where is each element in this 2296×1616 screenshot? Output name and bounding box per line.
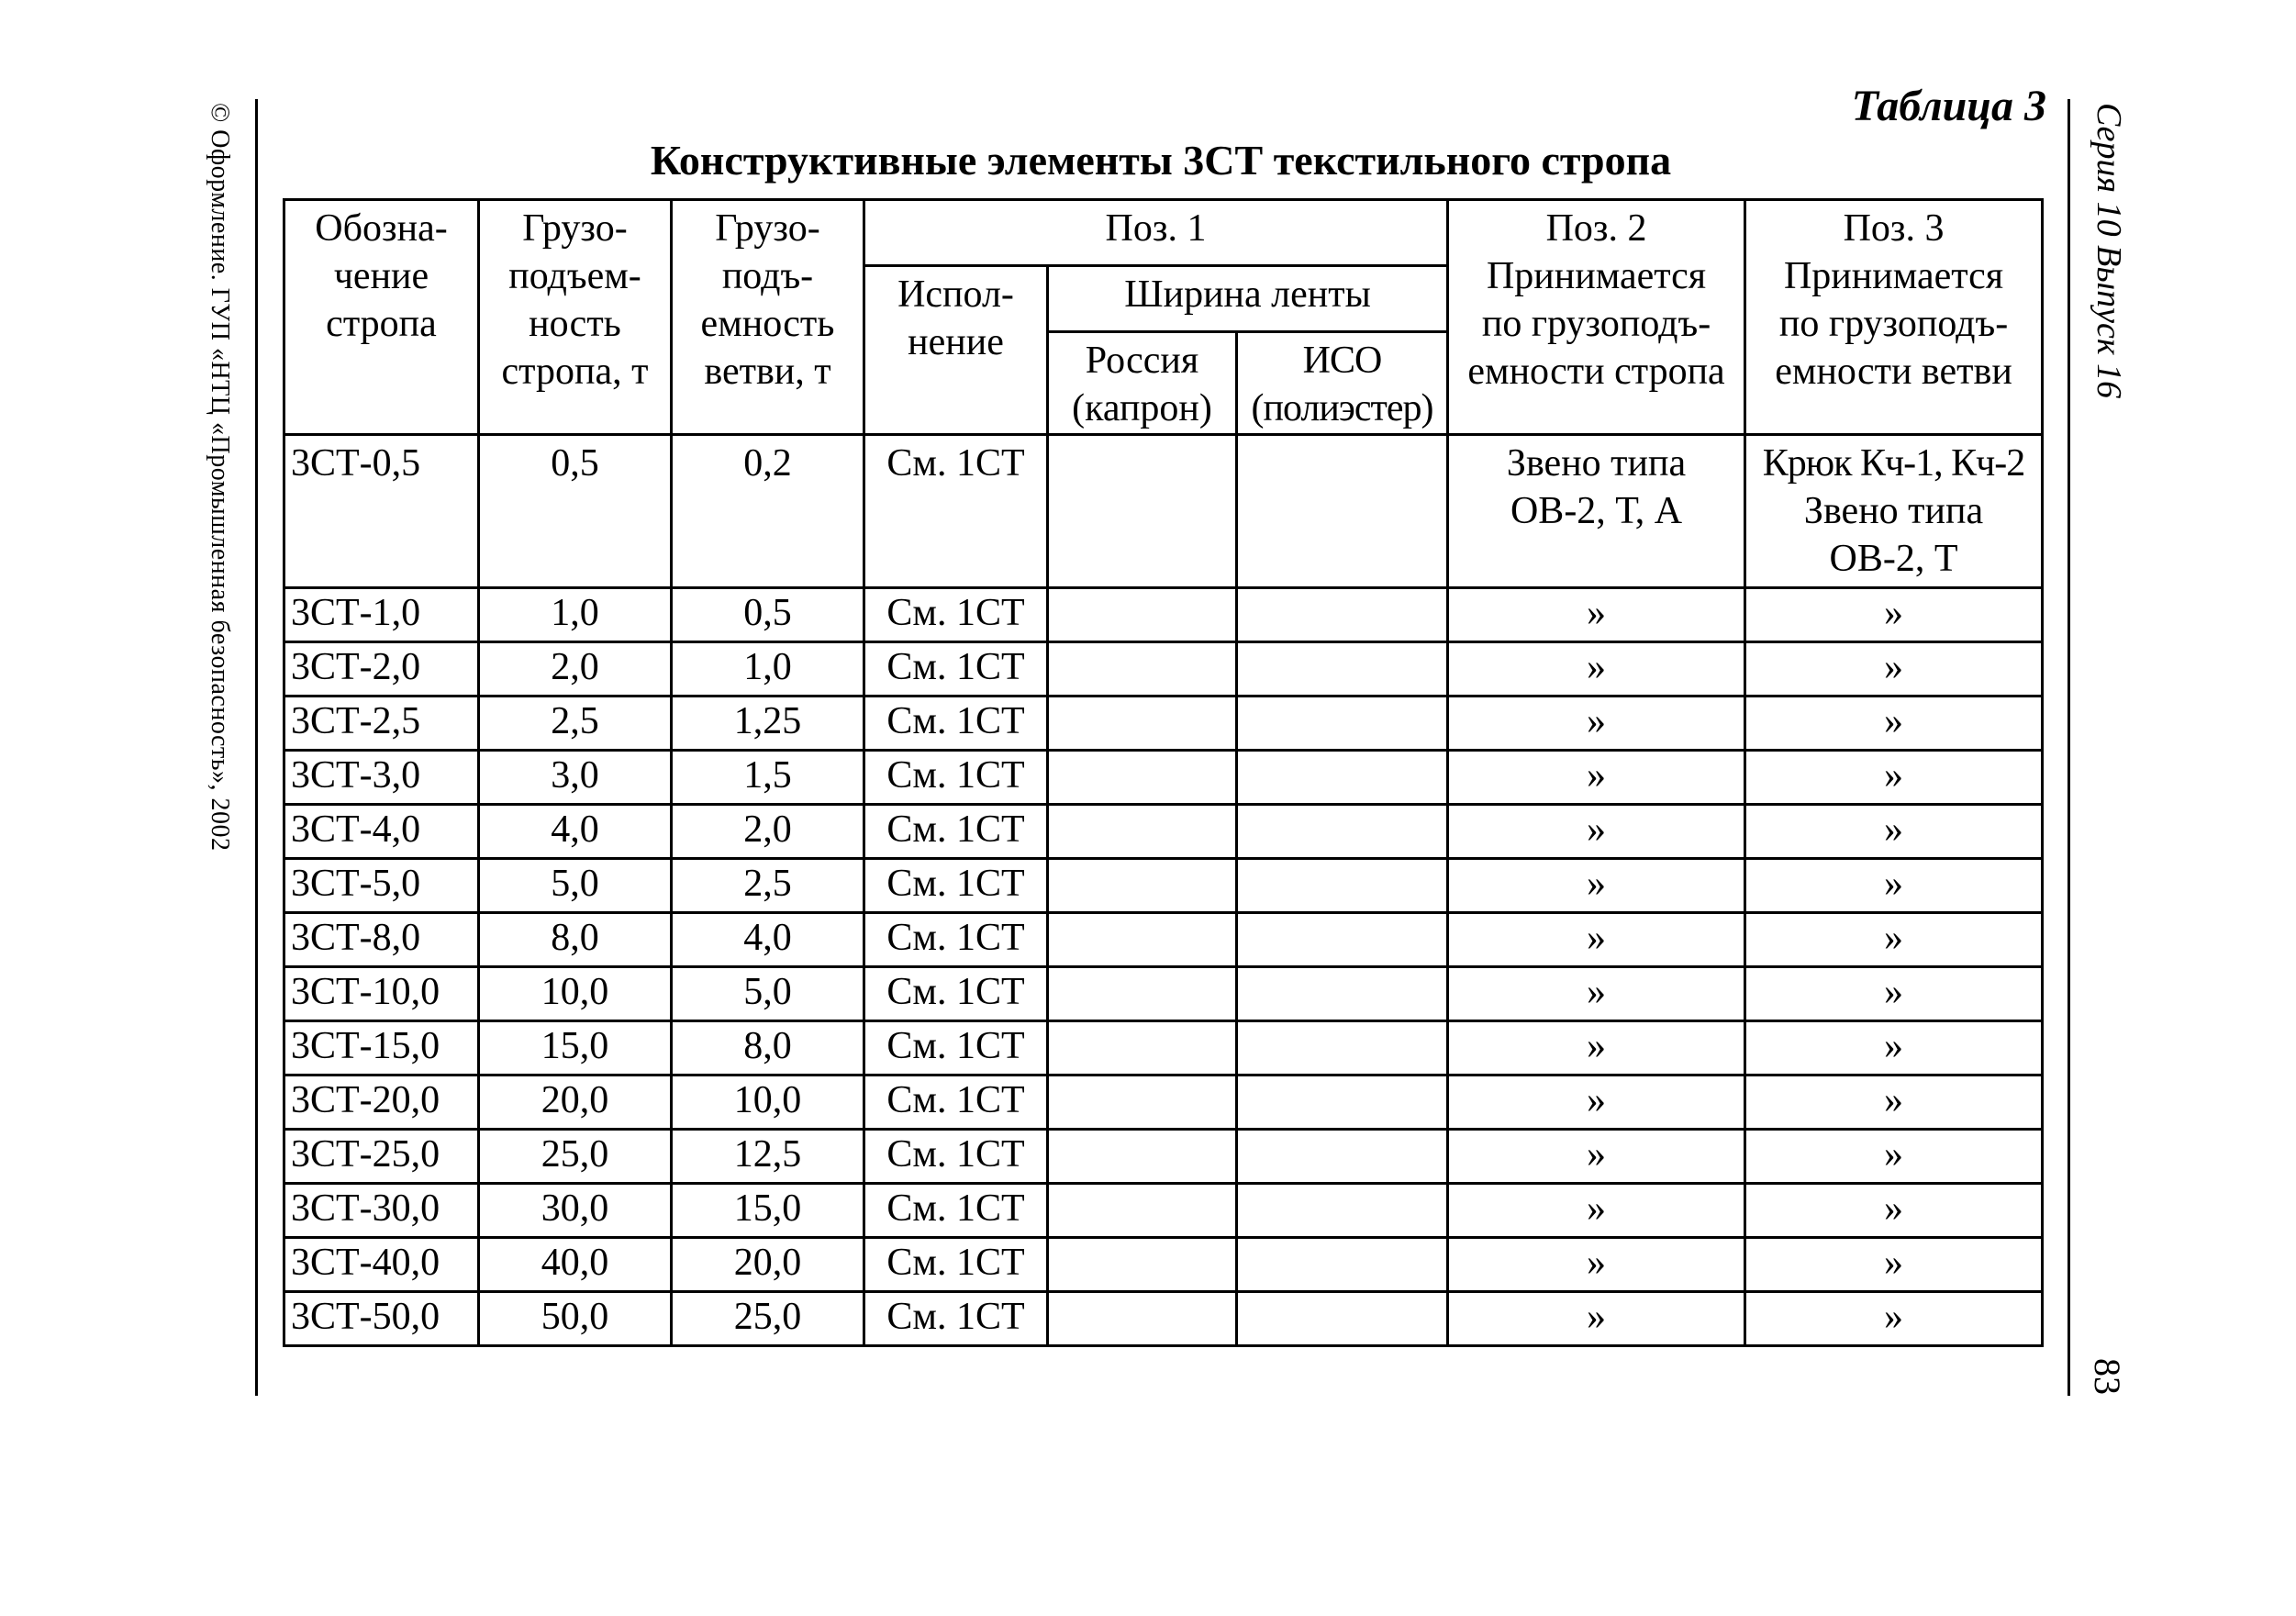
cell-pos2: »: [1448, 805, 1745, 859]
cell-russia: [1048, 642, 1237, 697]
cell-pos2: Звено типа ОВ-2, Т, А: [1448, 435, 1745, 588]
cell-execution: См. 1СТ: [864, 697, 1048, 751]
table-row: [284, 697, 2043, 751]
cell-designation: 3СТ-40,0: [284, 1238, 479, 1292]
table-row: [284, 1292, 2043, 1346]
cell-capacity-branch: 0,5: [672, 588, 864, 642]
cell-russia: [1048, 1075, 1237, 1130]
cell-pos2: »: [1448, 1292, 1745, 1346]
cell-execution: См. 1СТ: [864, 1075, 1048, 1130]
cell-capacity-branch: 10,0: [672, 1075, 864, 1130]
cell-execution: См. 1СТ: [864, 913, 1048, 967]
table-label: Таблица 3: [1851, 82, 2046, 130]
table-row: [284, 967, 2043, 1021]
cell-capacity-branch: 1,5: [672, 751, 864, 805]
copyright-note: © Оформление. ГУП «НТЦ «Промышленная безопасность», 2002: [206, 103, 234, 852]
cell-capacity-branch: 15,0: [672, 1184, 864, 1238]
cell-iso: [1237, 588, 1448, 642]
cell-russia: [1048, 435, 1237, 588]
cell-pos3: »: [1745, 697, 2043, 751]
cell-russia: [1048, 859, 1237, 913]
cell-designation: 3СТ-15,0: [284, 1021, 479, 1075]
header-designation: Обозна- чение стропа: [284, 200, 479, 435]
cell-pos2: »: [1448, 642, 1745, 697]
table-row: [284, 805, 2043, 859]
cell-pos2: »: [1448, 913, 1745, 967]
cell-capacity-branch: 8,0: [672, 1021, 864, 1075]
cell-capacity-sling: 25,0: [479, 1130, 672, 1184]
cell-capacity-branch: 1,25: [672, 697, 864, 751]
cell-pos3: »: [1745, 1238, 2043, 1292]
cell-capacity-sling: 2,0: [479, 642, 672, 697]
header-iso: ИСО (полиэстер): [1237, 332, 1448, 435]
cell-designation: 3СТ-0,5: [284, 435, 479, 588]
cell-capacity-sling: 5,0: [479, 859, 672, 913]
cell-pos2: »: [1448, 697, 1745, 751]
header-pos1: Поз. 1: [864, 200, 1448, 266]
cell-execution: См. 1СТ: [864, 588, 1048, 642]
cell-designation: 3СТ-5,0: [284, 859, 479, 913]
cell-capacity-sling: 50,0: [479, 1292, 672, 1346]
cell-execution: См. 1СТ: [864, 1238, 1048, 1292]
cell-pos2: »: [1448, 1238, 1745, 1292]
cell-russia: [1048, 1238, 1237, 1292]
cell-pos3: »: [1745, 1130, 2043, 1184]
cell-pos3: Крюк Кч-1, Кч-2 Звено типа ОВ-2, Т: [1745, 435, 2043, 588]
header-tape-width: Ширина ленты: [1048, 266, 1448, 332]
cell-capacity-branch: 1,0: [672, 642, 864, 697]
table-row: [284, 435, 2043, 588]
table-row: [284, 859, 2043, 913]
cell-russia: [1048, 1021, 1237, 1075]
cell-russia: [1048, 913, 1237, 967]
cell-execution: См. 1СТ: [864, 1292, 1048, 1346]
cell-execution: См. 1СТ: [864, 1021, 1048, 1075]
cell-iso: [1237, 1184, 1448, 1238]
cell-designation: 3СТ-8,0: [284, 913, 479, 967]
table-header: [284, 200, 2043, 435]
header-pos2: Поз. 2 Принимается по грузоподъ- емности стропа: [1448, 200, 1745, 435]
cell-pos2: »: [1448, 588, 1745, 642]
cell-pos3: »: [1745, 751, 2043, 805]
table-row: [284, 1021, 2043, 1075]
cell-capacity-branch: 2,0: [672, 805, 864, 859]
cell-pos2: »: [1448, 859, 1745, 913]
cell-iso: [1237, 751, 1448, 805]
cell-execution: См. 1СТ: [864, 1130, 1048, 1184]
cell-capacity-sling: 30,0: [479, 1184, 672, 1238]
cell-russia: [1048, 1292, 1237, 1346]
right-rule: [2068, 99, 2070, 1396]
cell-capacity-sling: 2,5: [479, 697, 672, 751]
cell-execution: См. 1СТ: [864, 642, 1048, 697]
cell-capacity-sling: 20,0: [479, 1075, 672, 1130]
cell-capacity-sling: 3,0: [479, 751, 672, 805]
cell-execution: См. 1СТ: [864, 859, 1048, 913]
cell-pos3: »: [1745, 1184, 2043, 1238]
cell-pos3: »: [1745, 967, 2043, 1021]
cell-capacity-branch: 5,0: [672, 967, 864, 1021]
cell-iso: [1237, 913, 1448, 967]
cell-pos3: »: [1745, 588, 2043, 642]
cell-pos3: »: [1745, 805, 2043, 859]
cell-iso: [1237, 1075, 1448, 1130]
cell-russia: [1048, 805, 1237, 859]
cell-capacity-branch: 2,5: [672, 859, 864, 913]
table-row: [284, 751, 2043, 805]
cell-execution: См. 1СТ: [864, 1184, 1048, 1238]
cell-iso: [1237, 697, 1448, 751]
cell-russia: [1048, 697, 1237, 751]
cell-pos3: »: [1745, 913, 2043, 967]
cell-designation: 3СТ-4,0: [284, 805, 479, 859]
cell-capacity-sling: 4,0: [479, 805, 672, 859]
table-row: [284, 913, 2043, 967]
table-row: [284, 1238, 2043, 1292]
cell-designation: 3СТ-30,0: [284, 1184, 479, 1238]
header-pos3: Поз. 3 Принимается по грузоподъ- емности ветви: [1745, 200, 2043, 435]
cell-designation: 3СТ-1,0: [284, 588, 479, 642]
cell-pos2: »: [1448, 1130, 1745, 1184]
table-row: [284, 588, 2043, 642]
cell-iso: [1237, 967, 1448, 1021]
header-capacity-branch: Грузо- подъ- емность ветви, т: [672, 200, 864, 435]
cell-execution: См. 1СТ: [864, 967, 1048, 1021]
cell-capacity-sling: 0,5: [479, 435, 672, 588]
cell-capacity-sling: 8,0: [479, 913, 672, 967]
table-row: [284, 1075, 2043, 1130]
cell-pos3: »: [1745, 1292, 2043, 1346]
cell-russia: [1048, 1130, 1237, 1184]
cell-capacity-branch: 0,2: [672, 435, 864, 588]
table-body: [284, 435, 2043, 1346]
table-title: Конструктивные элементы 3СТ текстильного стропа: [650, 137, 1672, 184]
cell-capacity-branch: 20,0: [672, 1238, 864, 1292]
cell-pos2: »: [1448, 1021, 1745, 1075]
cell-pos3: »: [1745, 642, 2043, 697]
cell-pos3: »: [1745, 859, 2043, 913]
cell-capacity-sling: 40,0: [479, 1238, 672, 1292]
cell-capacity-branch: 12,5: [672, 1130, 864, 1184]
cell-designation: 3СТ-50,0: [284, 1292, 479, 1346]
series-label: Серия 10 Выпуск 16: [2090, 103, 2128, 399]
cell-capacity-branch: 4,0: [672, 913, 864, 967]
cell-russia: [1048, 751, 1237, 805]
cell-pos2: »: [1448, 967, 1745, 1021]
cell-iso: [1237, 805, 1448, 859]
cell-iso: [1237, 1021, 1448, 1075]
left-margin: [0, 0, 253, 1395]
cell-designation: 3СТ-10,0: [284, 967, 479, 1021]
cell-russia: [1048, 967, 1237, 1021]
cell-capacity-sling: 15,0: [479, 1021, 672, 1075]
cell-designation: 3СТ-25,0: [284, 1130, 479, 1184]
header-capacity-sling: Грузо- подъем- ность стропа, т: [479, 200, 672, 435]
header-russia: Россия (капрон): [1048, 332, 1237, 435]
cell-execution: См. 1СТ: [864, 435, 1048, 588]
cell-pos3: »: [1745, 1075, 2043, 1130]
cell-iso: [1237, 859, 1448, 913]
cell-russia: [1048, 1184, 1237, 1238]
cell-execution: См. 1СТ: [864, 805, 1048, 859]
cell-capacity-branch: 25,0: [672, 1292, 864, 1346]
cell-pos3: »: [1745, 1021, 2043, 1075]
cell-iso: [1237, 642, 1448, 697]
cell-capacity-sling: 10,0: [479, 967, 672, 1021]
cell-execution: См. 1СТ: [864, 751, 1048, 805]
header-execution: Испол- нение: [864, 266, 1048, 435]
cell-iso: [1237, 1130, 1448, 1184]
cell-pos2: »: [1448, 1075, 1745, 1130]
cell-pos2: »: [1448, 751, 1745, 805]
table-row: [284, 642, 2043, 697]
cell-russia: [1048, 588, 1237, 642]
table-row: [284, 1130, 2043, 1184]
cell-iso: [1237, 1238, 1448, 1292]
slings-table: [283, 198, 2044, 1347]
cell-designation: 3СТ-3,0: [284, 751, 479, 805]
table-row: [284, 1184, 2043, 1238]
cell-designation: 3СТ-2,0: [284, 642, 479, 697]
cell-iso: [1237, 435, 1448, 588]
cell-pos2: »: [1448, 1184, 1745, 1238]
cell-designation: 3СТ-2,5: [284, 697, 479, 751]
cell-iso: [1237, 1292, 1448, 1346]
left-rule: [255, 99, 258, 1396]
cell-capacity-sling: 1,0: [479, 588, 672, 642]
page-number: 83: [2087, 1358, 2128, 1395]
cell-designation: 3СТ-20,0: [284, 1075, 479, 1130]
